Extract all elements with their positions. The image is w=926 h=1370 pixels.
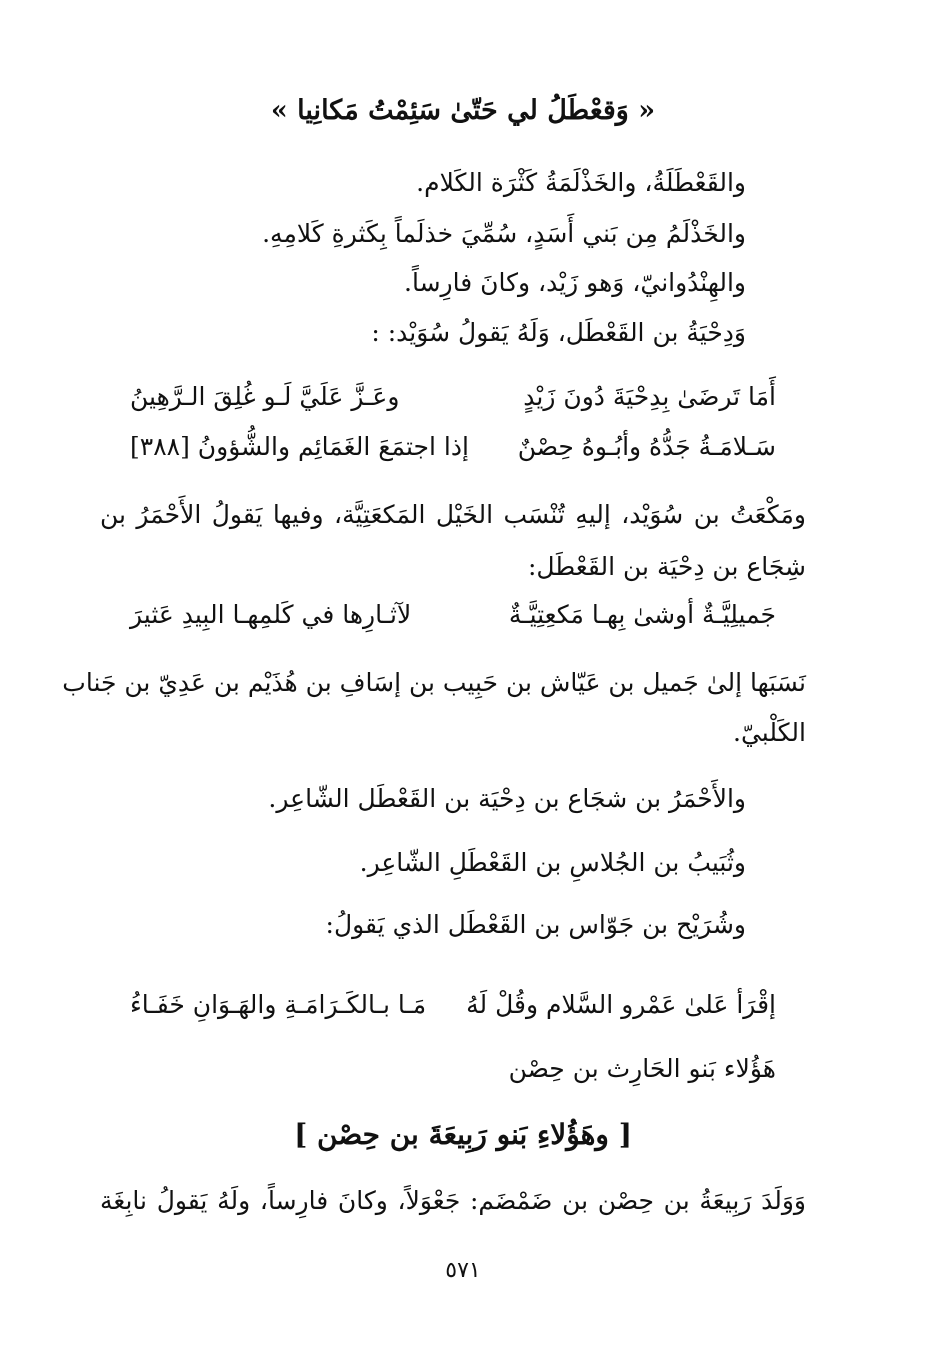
paragraph-dihya: وَدِحْيَةُ بن القَعْطَل، وَلَهُ يَقولُ سُوَيْد: : [371, 318, 746, 347]
paragraph-khadhlam: والخَذْلَمُ مِن بَني أَسَدٍ، سُمِّيَ خذلَماً بِكَثرةِ كَلامِهِ. [262, 219, 746, 248]
paragraph-makat-line-1: ومَكْعَتُ بن سُوَيْد، إليهِ تُنْسَب الخَيْل المَكعَتِيَّة، وفيها يَقولُ الأَحْمَرُ بن [100, 500, 806, 529]
verse-hemistich-first: سَـلامَـةُ جَدُّهُ وأبُـوهُ حِصْنٌ [517, 432, 776, 461]
paragraph-jamil-line-1: نَسَبَها إلىٰ جَميل بن عَيّاش بن حَبِيب بن إسَافِ بن هُذَيْم بن عَدِيّ بن جَناب [62, 668, 806, 697]
verse-line-2 [100, 430, 806, 470]
verse-line-1 [100, 380, 806, 420]
verse-hemistich-first: أَمَا تَرضَىٰ بِدِحْيَةَ دُونَ زَيْدٍ [523, 382, 776, 411]
page-title: « وَقعْطَلُ لي حَتّىٰ سَئِمْتُ مَكانِيا » [270, 95, 656, 126]
page-number: ٥٧١ [445, 1258, 481, 1283]
paragraph-shurayh: وشُرَيْح بن جَوّاس بن القَعْطَل الذي يَقولُ: [325, 910, 746, 939]
verse-hemistich-first: إقْرَأ عَلىٰ عَمْرو السَّلام وقُلْ لَهُ [466, 990, 776, 1019]
paragraph-jamil-line-2: الكَلْبيّ. [733, 718, 806, 747]
paragraph-qatala: والقَعْطَلَةُ، والخَذْلَمَةُ كَثْرَة الكَلام. [416, 168, 746, 197]
verse-hemistich-first: جَميلِيَّـةٌ أوشىٰ بِهـا مَكعِتِيَّـةٌ [508, 600, 776, 629]
paragraph-hindawani: والهِنْدُوانيّ، وَهو زَيْد، وكانَ فارِساً. [404, 268, 746, 297]
paragraph-makat-line-2: شِجَاع بن دِحْيَة بن القَعْطَل: [527, 552, 806, 581]
paragraph-harith: هَؤُلاء بَنو الحَارِث بن حِصْن [508, 1054, 776, 1083]
paragraph-rabia: وَوَلَدَ رَبِيعَةُ بن حِصْن بن ضَمْضَم: جَعْوَلاً، وكانَ فارِساً، ولَهُ يَقولُ نابِغَة [100, 1186, 806, 1215]
verse-line-4 [100, 988, 806, 1028]
verse-line-3 [100, 598, 806, 638]
section-heading: [ وهَؤُلاءِ بَنو رَبِيعَةَ بن حِصْن ] [294, 1118, 632, 1151]
verse-hemistich-second: إذا اجتمَعَ الغَمَائِم والشُّؤونُ [٣٨٨] [130, 432, 469, 461]
verse-hemistich-second: لآثـارِها في كَلمِهـا البِيدِ عَثيرَ [130, 600, 412, 629]
paragraph-thubayb: وثُبَيبُ بن الجُلاسِ بن القَعْطَلِ الشّاعِر. [359, 848, 746, 877]
verse-hemistich-second: وعَـزَّ عَلَيَّ لَـو غُلِقَ الـرَّهِينُ [130, 382, 400, 411]
paragraph-ahmar: والأَحْمَرُ بن شجَاع بن دِحْيَة بن القَعْطَل الشّاعِر. [268, 784, 746, 813]
verse-hemistich-second: مَـا بـالكَـرَامَـةِ والهَـوَانِ خَفَـاءُ [130, 990, 427, 1019]
